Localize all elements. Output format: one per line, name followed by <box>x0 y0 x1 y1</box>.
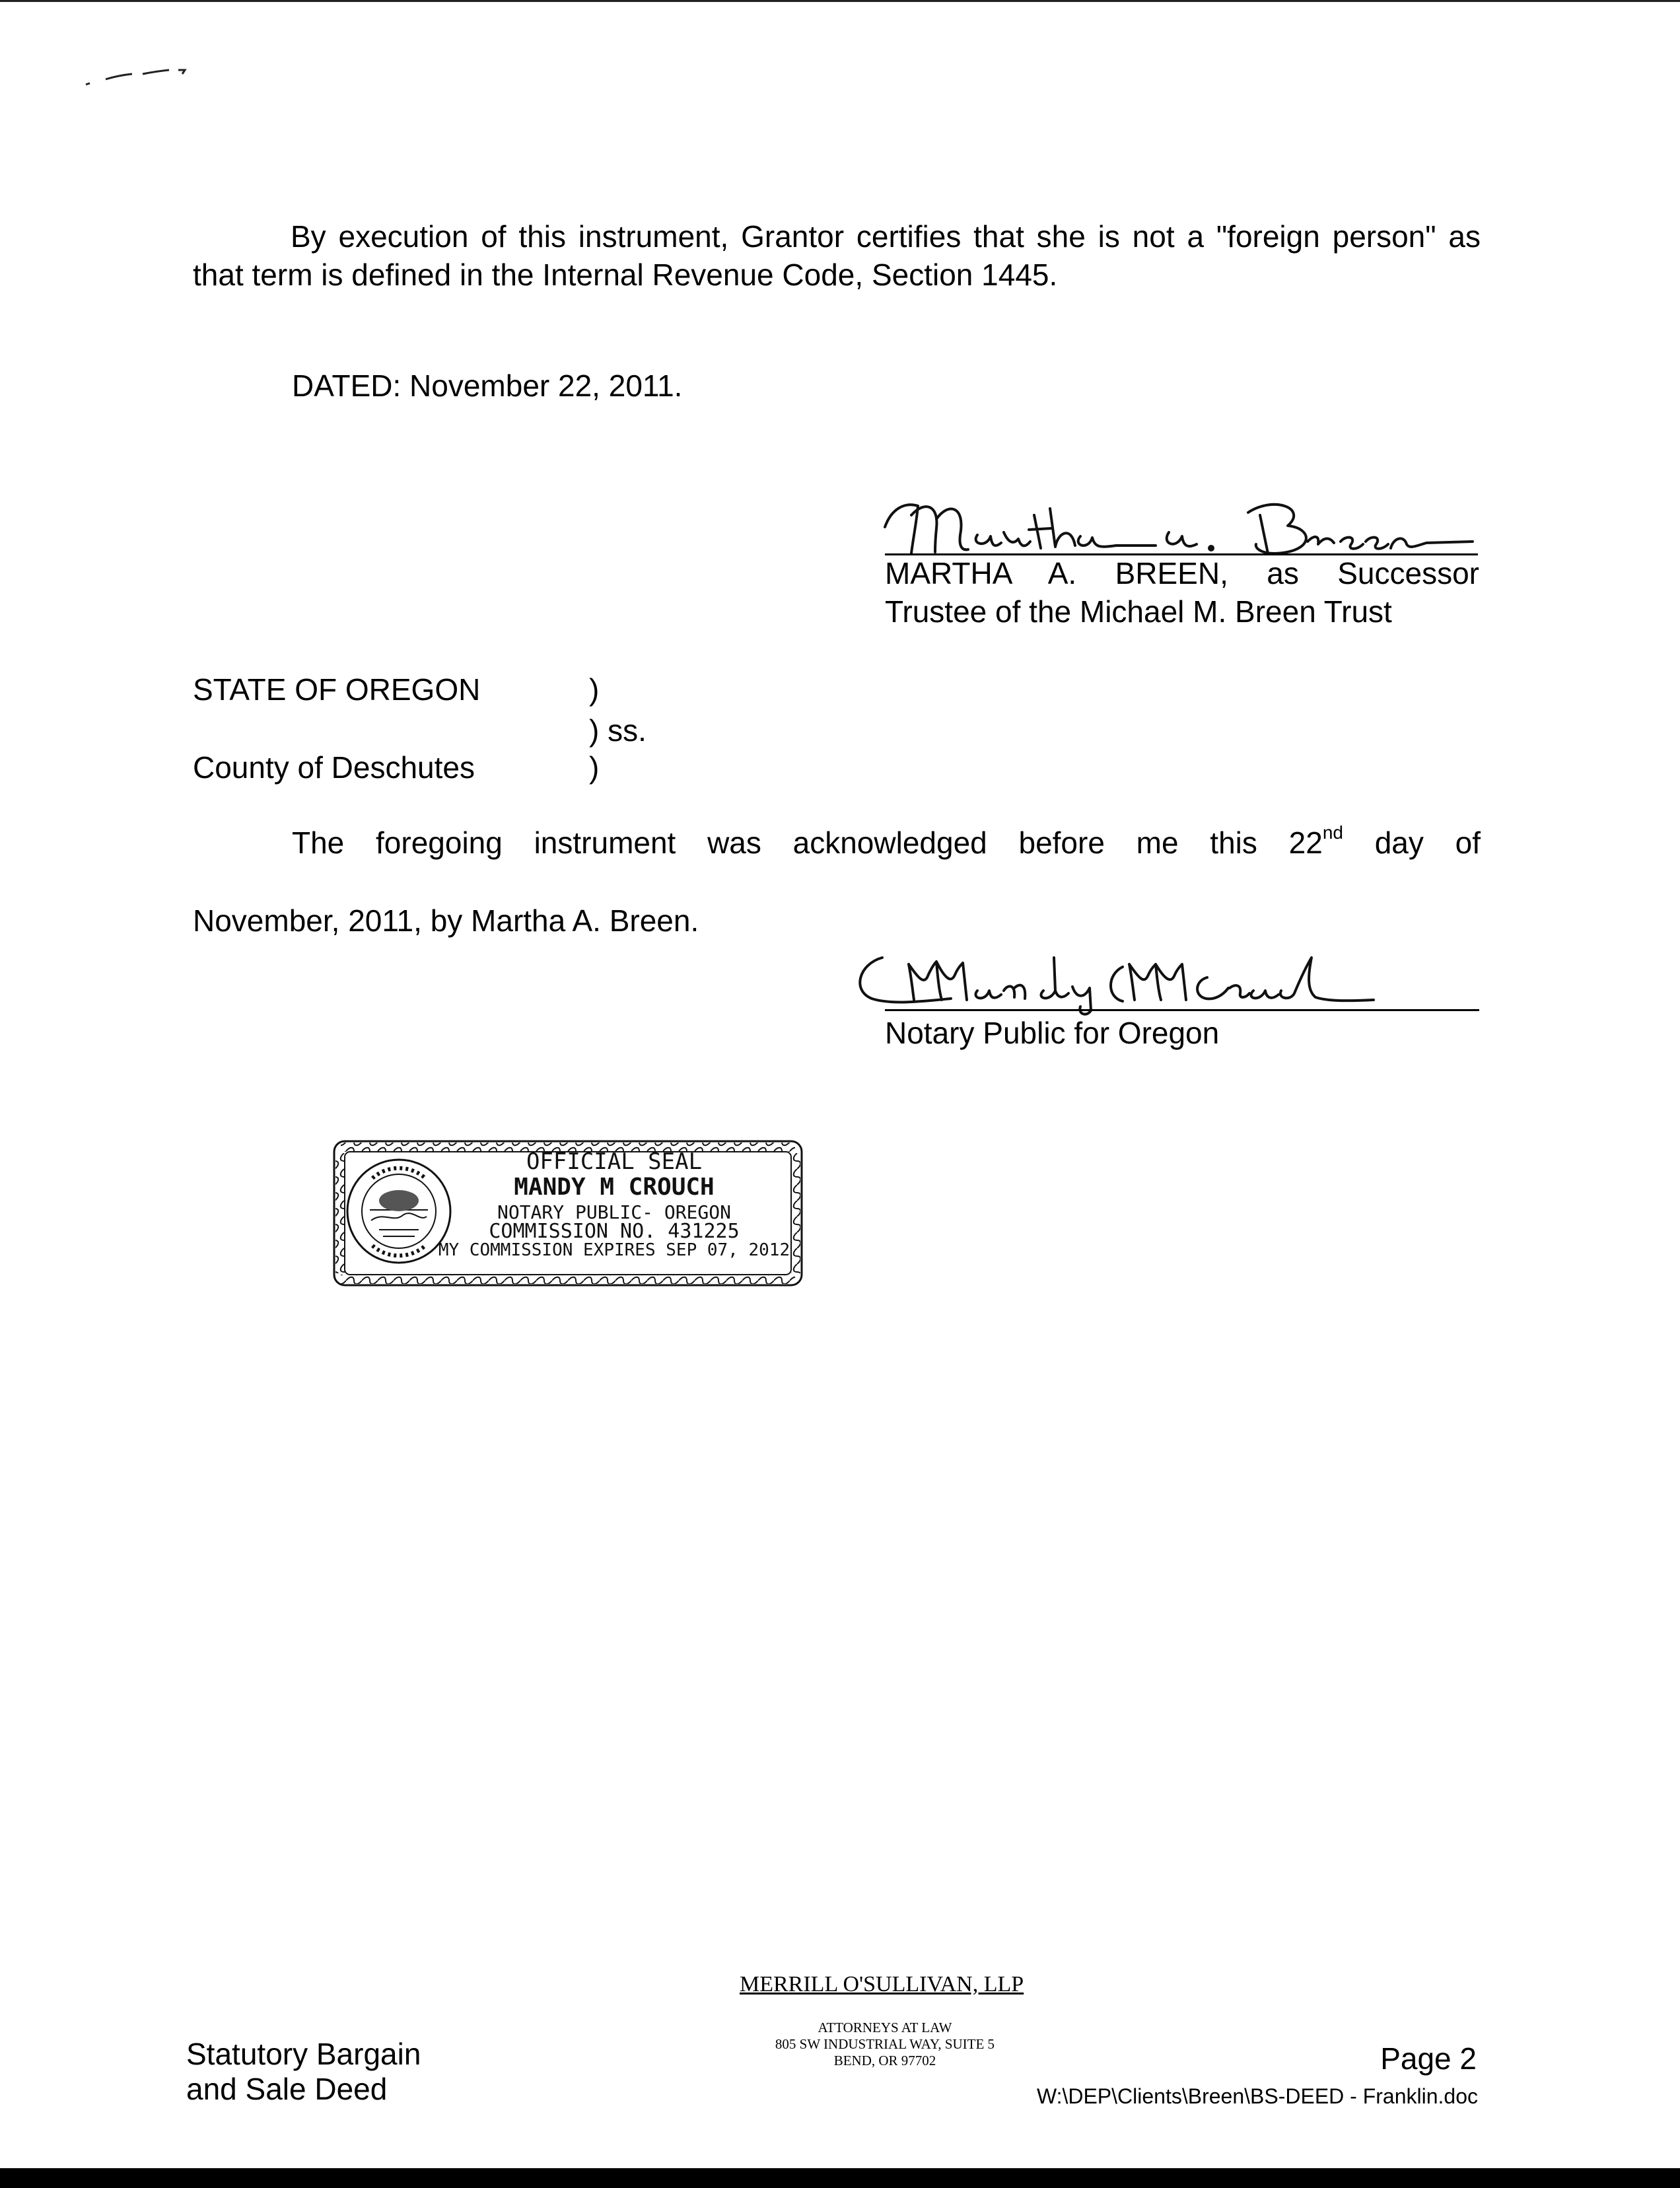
grantor-signature-block <box>885 555 1479 631</box>
seal-line-1: OFFICIAL SEAL <box>526 1148 703 1175</box>
firm-name: MERRILL O'SULLIVAN, LLP <box>740 1972 1024 1996</box>
firm-sub-3: BEND, OR 97702 <box>833 2053 936 2069</box>
acknowledgment-line-2: November, 2011, by Martha A. Breen. <box>193 903 699 938</box>
document-title <box>186 2037 421 2107</box>
seal-text-block <box>429 1150 799 1259</box>
firm-sub-2: 805 SW INDUSTRIAL WAY, SUITE 5 <box>775 2036 995 2053</box>
scan-speck-mark <box>79 61 198 94</box>
seal-line-2: MANDY M CROUCH <box>514 1174 715 1201</box>
page-number: Page 2 <box>1380 2041 1477 2076</box>
venue-paren-top: ) <box>589 672 600 707</box>
ack-superscript: nd <box>1322 822 1343 843</box>
scan-bottom-edge <box>0 2168 1680 2188</box>
certification-line-2: that term is defined in the Internal Revenue Code, Section 1445. <box>193 257 1058 292</box>
seal-line-3: NOTARY PUBLIC- OREGON <box>497 1201 731 1223</box>
certification-line-1: By execution of this instrument, Grantor certifies that she is not a "foreign person" as <box>291 219 1481 254</box>
grantor-name: MARTHA A. BREEN, as Successor <box>885 556 1479 590</box>
file-path: W:\DEP\Clients\Breen\BS-DEED - Franklin.doc <box>1036 2084 1478 2108</box>
firm-address <box>733 2020 1037 2070</box>
venue-paren-bottom: ) <box>589 750 600 785</box>
grantor-signature <box>878 489 1486 561</box>
ack-text-after: day of <box>1343 826 1481 860</box>
certification-paragraph <box>193 218 1481 294</box>
official-seal-stamp <box>330 1137 806 1289</box>
seal-line-4: COMMISSION NO. 431225 <box>489 1220 740 1243</box>
acknowledgment-line-1 <box>292 824 1481 863</box>
seal-line-5: MY COMMISSION EXPIRES SEP 07, 2012 <box>438 1240 790 1260</box>
ack-text-before: The foregoing instrument was acknowledged before me this 22 <box>292 826 1323 860</box>
grantor-title: Trustee of the Michael M. Breen Trust <box>885 594 1392 629</box>
document-title-line-2: and Sale Deed <box>186 2071 388 2106</box>
venue-county: County of Deschutes <box>193 750 475 785</box>
notary-signature-line <box>885 1009 1479 1011</box>
dated-line: DATED: November 22, 2011. <box>292 369 683 403</box>
page-top-edge <box>0 0 1680 2</box>
venue-ss: ) ss. <box>589 713 647 748</box>
venue-state: STATE OF OREGON <box>193 672 481 707</box>
notary-title: Notary Public for Oregon <box>885 1016 1220 1050</box>
firm-sub-1: ATTORNEYS AT LAW <box>818 2020 952 2035</box>
document-title-line-1: Statutory Bargain <box>186 2037 421 2071</box>
notary-signature <box>845 938 1440 1017</box>
